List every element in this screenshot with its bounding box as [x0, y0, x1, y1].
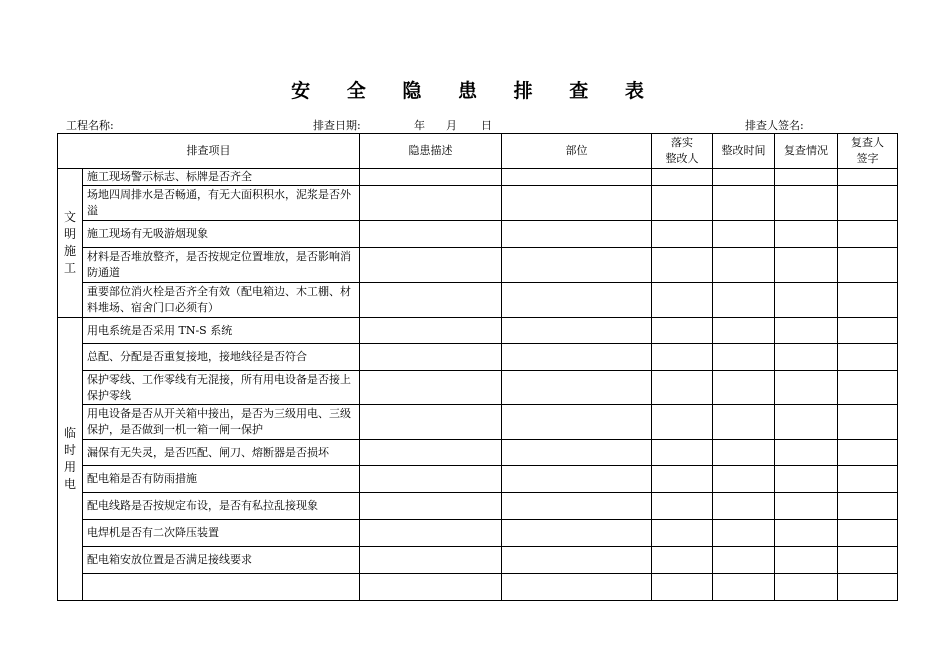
time-cell[interactable] — [713, 493, 775, 520]
inspection-item: 施工现场警示标志、标牌是否齐全 — [83, 169, 360, 186]
inspection-item: 配电箱安放位置是否满足接线要求 — [83, 547, 360, 574]
location-cell[interactable] — [502, 547, 652, 574]
responsible-cell[interactable] — [652, 493, 713, 520]
table-row — [58, 186, 898, 221]
page-title: 安 全 隐 患 排 查 表 — [291, 80, 659, 102]
responsible-cell[interactable] — [652, 169, 713, 186]
recheck-cell[interactable] — [775, 248, 838, 283]
table-row — [58, 248, 898, 283]
hazard-cell[interactable] — [360, 248, 502, 283]
responsible-cell[interactable] — [652, 371, 713, 405]
location-cell[interactable] — [502, 344, 652, 371]
location-cell[interactable] — [502, 318, 652, 344]
inspection-item: 保护零线、工作零线有无混接，所有用电设备是否接上保护零线 — [83, 371, 360, 405]
inspection-item — [83, 574, 360, 601]
hazard-inspection-table — [57, 133, 898, 601]
location-cell[interactable] — [502, 466, 652, 493]
inspection-item: 漏保有无失灵，是否匹配、闸刀、熔断器是否损坏 — [83, 440, 360, 466]
recheck-cell[interactable] — [775, 186, 838, 221]
hazard-cell[interactable] — [360, 520, 502, 547]
table-header-row — [58, 134, 898, 169]
location-cell[interactable] — [502, 574, 652, 601]
location-cell[interactable] — [502, 283, 652, 318]
recheck-cell[interactable] — [775, 493, 838, 520]
table-row — [58, 169, 898, 186]
responsible-cell[interactable] — [652, 574, 713, 601]
date-year-label: 年 — [414, 119, 425, 132]
header-responsible-person: 落实 整改人 — [652, 134, 713, 169]
hazard-cell[interactable] — [360, 344, 502, 371]
table-row — [58, 440, 898, 466]
recheck-cell[interactable] — [775, 169, 838, 186]
hazard-cell[interactable] — [360, 466, 502, 493]
header-location: 部位 — [502, 134, 652, 169]
responsible-cell[interactable] — [652, 318, 713, 344]
signature-cell[interactable] — [838, 574, 898, 601]
location-cell[interactable] — [502, 186, 652, 221]
signature-cell[interactable] — [838, 248, 898, 283]
time-cell[interactable] — [713, 283, 775, 318]
table-row — [58, 371, 898, 405]
time-cell[interactable] — [713, 169, 775, 186]
location-cell[interactable] — [502, 493, 652, 520]
responsible-cell[interactable] — [652, 344, 713, 371]
location-cell[interactable] — [502, 371, 652, 405]
hazard-cell[interactable] — [360, 318, 502, 344]
recheck-cell[interactable] — [775, 318, 838, 344]
recheck-cell[interactable] — [775, 371, 838, 405]
time-cell[interactable] — [713, 547, 775, 574]
location-cell[interactable] — [502, 405, 652, 440]
responsible-cell[interactable] — [652, 520, 713, 547]
recheck-cell[interactable] — [775, 574, 838, 601]
responsible-cell[interactable] — [652, 283, 713, 318]
hazard-cell[interactable] — [360, 493, 502, 520]
time-cell[interactable] — [713, 574, 775, 601]
inspection-item: 场地四周排水是否畅通，有无大面积积水，泥浆是否外溢 — [83, 186, 360, 221]
signature-cell[interactable] — [838, 169, 898, 186]
category-civilized-construction: 文明施工 — [58, 169, 83, 318]
time-cell[interactable] — [713, 318, 775, 344]
time-cell[interactable] — [713, 344, 775, 371]
table-row — [58, 221, 898, 248]
inspection-item: 重要部位消火栓是否齐全有效（配电箱边、木工棚、材料堆场、宿舍门口必须有） — [83, 283, 360, 318]
location-cell[interactable] — [502, 248, 652, 283]
recheck-cell[interactable] — [775, 466, 838, 493]
date-month-label: 月 — [446, 119, 457, 132]
time-cell[interactable] — [713, 466, 775, 493]
date-day-label: 日 — [481, 119, 492, 132]
time-cell[interactable] — [713, 371, 775, 405]
inspection-item: 用电设备是否从开关箱中接出，是否为三级用电、三级保护，是否做到一机一箱一闸一保护 — [83, 405, 360, 440]
table-row — [58, 405, 898, 440]
inspection-item: 用电系统是否采用 TN-S 系统 — [83, 318, 360, 344]
recheck-cell[interactable] — [775, 344, 838, 371]
location-cell[interactable] — [502, 169, 652, 186]
time-cell[interactable] — [713, 520, 775, 547]
inspection-item: 总配、分配是否重复接地，接地线径是否符合 — [83, 344, 360, 371]
inspection-item: 配电线路是否按规定布设，是否有私拉乱接现象 — [83, 493, 360, 520]
signature-cell[interactable] — [838, 344, 898, 371]
time-cell[interactable] — [713, 248, 775, 283]
signature-cell[interactable] — [838, 440, 898, 466]
hazard-cell[interactable] — [360, 221, 502, 248]
time-cell[interactable] — [713, 440, 775, 466]
table-row — [58, 547, 898, 574]
table-row — [58, 574, 898, 601]
location-cell[interactable] — [502, 440, 652, 466]
recheck-cell[interactable] — [775, 283, 838, 318]
time-cell[interactable] — [713, 405, 775, 440]
hazard-cell[interactable] — [360, 574, 502, 601]
responsible-cell[interactable] — [652, 405, 713, 440]
inspection-item: 配电箱是否有防雨措施 — [83, 466, 360, 493]
signature-cell[interactable] — [838, 221, 898, 248]
recheck-cell[interactable] — [775, 440, 838, 466]
signature-cell[interactable] — [838, 371, 898, 405]
signature-cell[interactable] — [838, 318, 898, 344]
responsible-cell[interactable] — [652, 466, 713, 493]
hazard-cell[interactable] — [360, 405, 502, 440]
signature-cell[interactable] — [838, 466, 898, 493]
table-row — [58, 493, 898, 520]
project-name-label: 工程名称: — [66, 119, 114, 132]
header-rechecker-signature: 复查人 签字 — [838, 134, 898, 169]
category-temporary-electricity: 临时用电 — [58, 318, 83, 601]
header-hazard-description: 隐患描述 — [360, 134, 502, 169]
inspection-item: 材料是否堆放整齐，是否按规定位置堆放，是否影响消防通道 — [83, 248, 360, 283]
signature-cell[interactable] — [838, 547, 898, 574]
signature-cell[interactable] — [838, 283, 898, 318]
inspection-item: 电焊机是否有二次降压装置 — [83, 520, 360, 547]
table-row — [58, 283, 898, 318]
time-cell[interactable] — [713, 186, 775, 221]
hazard-cell[interactable] — [360, 547, 502, 574]
signature-cell[interactable] — [838, 405, 898, 440]
inspector-signature-label: 排查人签名: — [745, 119, 804, 132]
location-cell[interactable] — [502, 221, 652, 248]
responsible-cell[interactable] — [652, 221, 713, 248]
hazard-cell[interactable] — [360, 186, 502, 221]
responsible-cell[interactable] — [652, 440, 713, 466]
recheck-cell[interactable] — [775, 547, 838, 574]
inspection-date-label: 排查日期: — [313, 119, 361, 132]
hazard-cell[interactable] — [360, 283, 502, 318]
header-recheck-status: 复查情况 — [775, 134, 838, 169]
recheck-cell[interactable] — [775, 405, 838, 440]
hazard-cell[interactable] — [360, 440, 502, 466]
signature-cell[interactable] — [838, 520, 898, 547]
recheck-cell[interactable] — [775, 221, 838, 248]
responsible-cell[interactable] — [652, 547, 713, 574]
header-rectification-time: 整改时间 — [713, 134, 775, 169]
recheck-cell[interactable] — [775, 520, 838, 547]
table-row — [58, 318, 898, 344]
table-row — [58, 466, 898, 493]
header-inspection-item: 排查项目 — [58, 134, 360, 169]
location-cell[interactable] — [502, 520, 652, 547]
signature-cell[interactable] — [838, 186, 898, 221]
table-row — [58, 344, 898, 371]
signature-cell[interactable] — [838, 493, 898, 520]
inspection-item: 施工现场有无吸游烟现象 — [83, 221, 360, 248]
hazard-cell[interactable] — [360, 371, 502, 405]
hazard-cell[interactable] — [360, 169, 502, 186]
responsible-cell[interactable] — [652, 248, 713, 283]
responsible-cell[interactable] — [652, 186, 713, 221]
time-cell[interactable] — [713, 221, 775, 248]
table-row — [58, 520, 898, 547]
